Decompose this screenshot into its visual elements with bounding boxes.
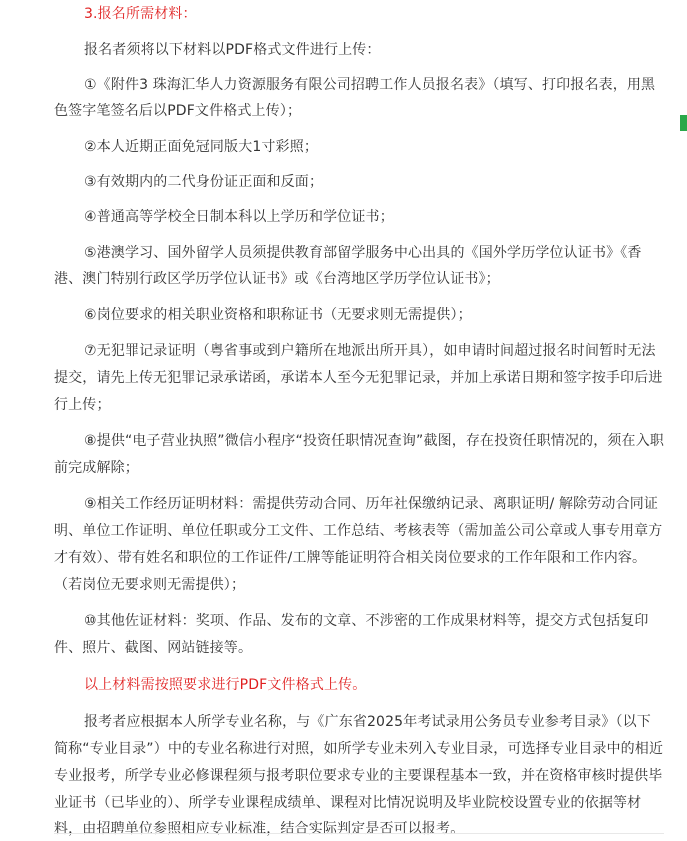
item-9-line-2: 明、单位工作证明、单位任职或分工文件、工作总结、考核表等（需加盖公司公章或人事专用章方 — [54, 523, 663, 539]
closing-line-2: 简称“专业目录”）中的专业名称进行对照，如所学专业未列入专业目录，可选择专业目录中的相近 — [54, 741, 664, 757]
item-3: ③有效期内的二代身份证正面和反面； — [84, 174, 324, 190]
item-9-line-4: （若岗位无要求则无需提供）； — [54, 577, 246, 593]
item-9-line-1: ⑨相关工作经历证明材料：需提供劳动合同、历年社保缴纳记录、离职证明/ 解除劳动合同证 — [84, 496, 659, 512]
item-5-line-1: ⑤港澳学习、国外留学人员须提供教育部留学服务中心出具的《国外学历学位认证书》《香 — [84, 245, 642, 261]
item-10-line-1: ⑩其他佐证材料：奖项、作品、发布的文章、不涉密的工作成果材料等，提交方式包括复印 — [84, 613, 649, 629]
item-7-line-3: 行上传； — [54, 397, 111, 413]
closing-line-4: 业证书（已毕业的）、所学专业课程成绩单、课程对比情况说明及毕业院校设置专业的依据等材 — [54, 795, 642, 811]
item-8-line-1: ⑧提供“电子营业执照”微信小程序“投资任职情况查询”截图，存在投资任职情况的，须在入职 — [84, 433, 665, 449]
closing-line-3: 专业报考，所学专业必修课程须与报考职位要求专业的主要课程基本一致，并在资格审核时提供毕 — [54, 768, 663, 784]
item-8-line-2: 前完成解除； — [54, 460, 139, 476]
item-9-line-3: 才有效）、带有姓名和职位的工作证件/工牌等能证明符合相关岗位要求的工作年限和工作内容。 — [54, 550, 647, 566]
item-5-line-2: 港、澳门特别行政区学历学位认证书》或《台湾地区学历学位认证书》； — [54, 271, 500, 287]
item-1-line-1: ①《附件3 珠海汇华人力资源服务有限公司招聘工作人员报名表》（填写、打印报名表，用黑 — [84, 77, 656, 93]
item-10-line-2: 件、照片、截图、网站链接等。 — [54, 640, 253, 656]
intro-paragraph: 报名者须将以下材料以PDF格式文件进行上传： — [84, 42, 381, 58]
side-scroll-marker[interactable] — [680, 115, 687, 131]
item-7-line-1: ⑦无犯罪记录证明（粤省事或到户籍所在地派出所开具），如申请时间超过报名时间暂时无法 — [84, 343, 656, 359]
item-6: ⑥岗位要求的相关职业资格和职称证书（无要求则无需提供）； — [84, 307, 472, 323]
bottom-divider — [54, 833, 664, 834]
red-note: 以上材料需按照要求进行PDF文件格式上传。 — [84, 677, 367, 693]
item-4: ④普通高等学校全日制本科以上学历和学位证书； — [84, 209, 394, 225]
closing-line-5: 料，由招聘单位参照相应专业标准，结合实际判定是否可以报考。 — [54, 821, 465, 837]
section-heading: 3.报名所需材料： — [84, 6, 197, 22]
item-1-line-2: 色签字笔签名后以PDF文件格式上传）； — [54, 103, 302, 119]
closing-line-1: 报考者应根据本人所学专业名称，与《广东省2025年考试录用公务员专业参考目录》（以下 — [84, 714, 651, 730]
item-2: ②本人近期正面免冠同版大1寸彩照； — [84, 139, 319, 155]
item-7-line-2: 提交，请先上传无犯罪记录承诺函，承诺本人至今无犯罪记录，并加上承诺日期和签字按手印后进 — [54, 370, 663, 386]
